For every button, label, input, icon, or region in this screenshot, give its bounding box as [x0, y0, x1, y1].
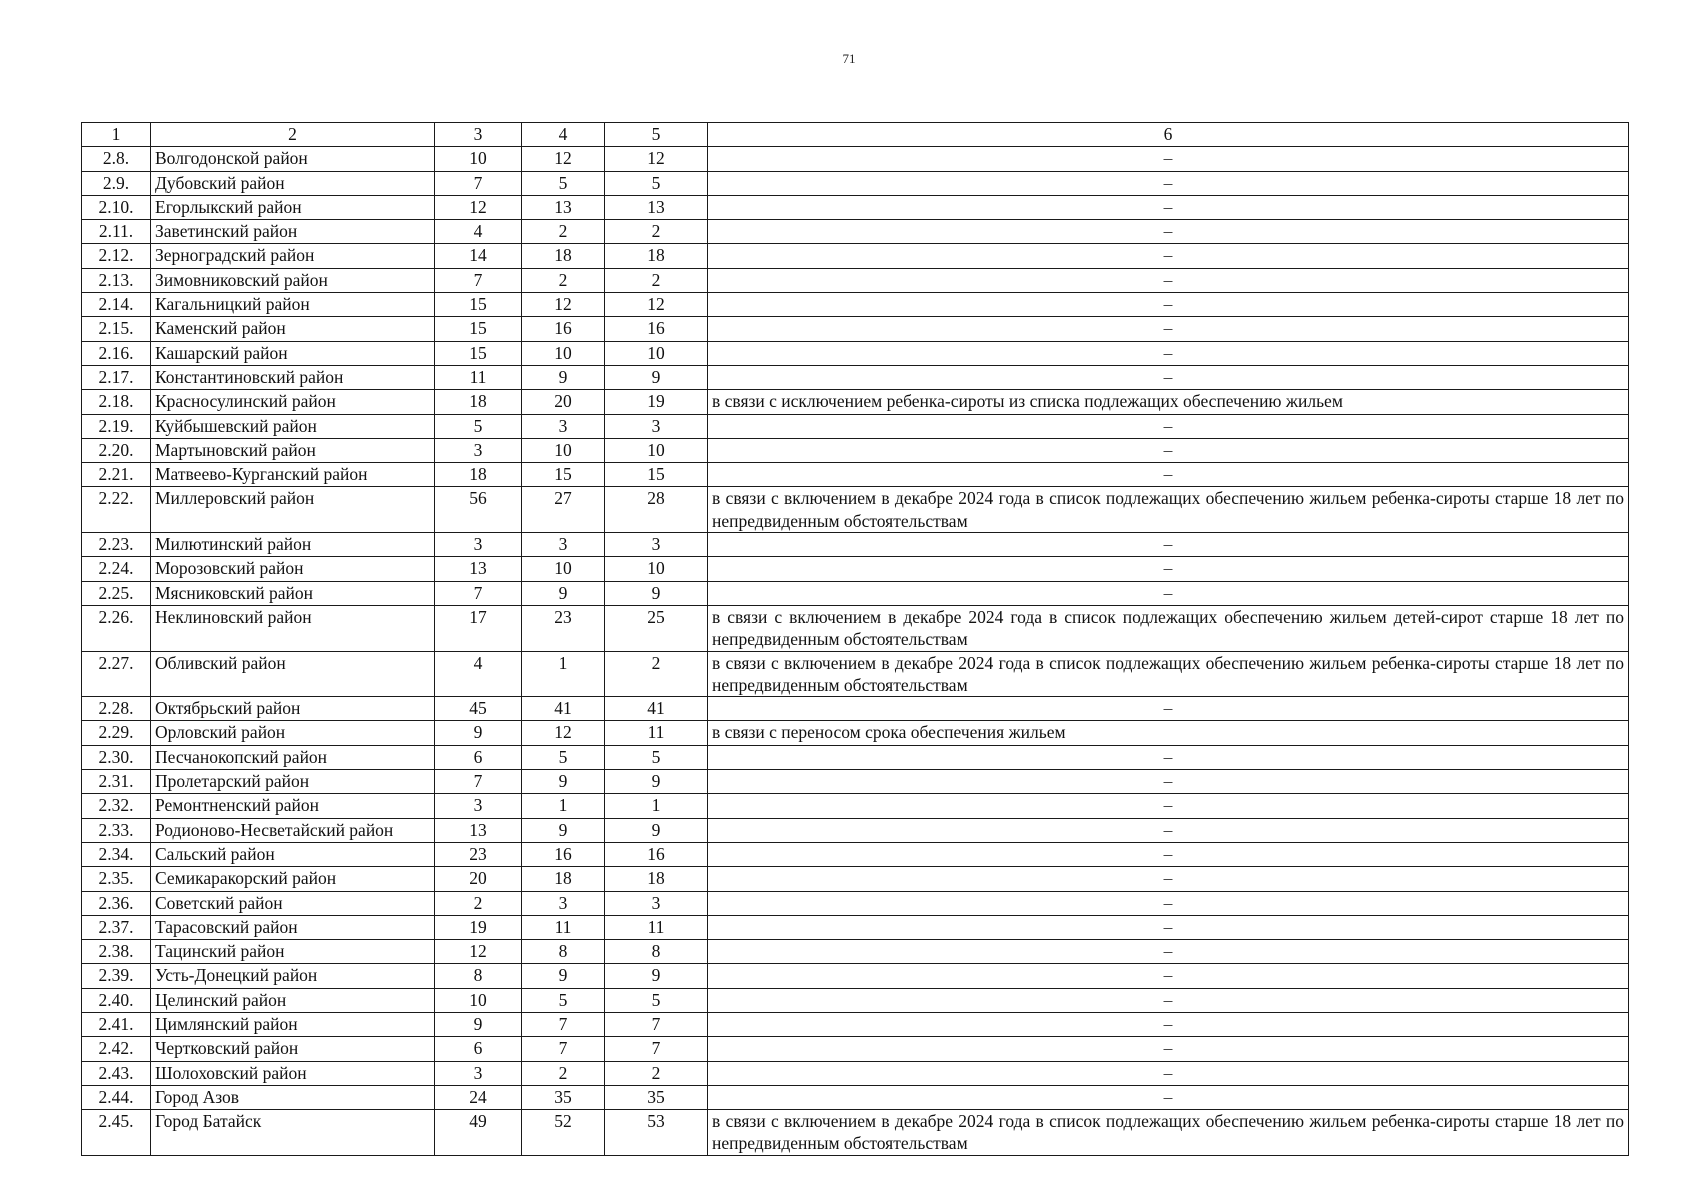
column-4-value-cell: 12 [522, 721, 605, 745]
column-5-value-cell: 9 [605, 818, 708, 842]
note-cell: в связи с включением в декабре 2024 года в список подлежащих обеспечению жильем ребенка-сироты старше 18 лет по непредвиденным обстоятельствам [708, 651, 1629, 697]
column-5-value-cell: 11 [605, 915, 708, 939]
district-name-cell: Город Азов [151, 1085, 435, 1109]
column-3-value-cell: 18 [435, 390, 522, 414]
column-4-value-cell: 10 [522, 557, 605, 581]
note-cell: – [708, 581, 1629, 605]
district-name-cell: Город Батайск [151, 1110, 435, 1156]
column-4-value-cell: 9 [522, 581, 605, 605]
column-5-value-cell: 35 [605, 1085, 708, 1109]
column-5-value-cell: 5 [605, 745, 708, 769]
column-5-value-cell: 7 [605, 1012, 708, 1036]
table-body [82, 123, 1629, 1156]
district-name-cell: Миллеровский район [151, 487, 435, 533]
district-name-cell: Заветинский район [151, 220, 435, 244]
note-cell: – [708, 244, 1629, 268]
column-4-value-cell: 16 [522, 842, 605, 866]
row-number-cell: 2.40. [82, 988, 151, 1012]
column-5-value-cell: 18 [605, 244, 708, 268]
row-number-cell: 2.43. [82, 1061, 151, 1085]
district-name-cell: Семикаракорский район [151, 867, 435, 891]
column-5-value-cell: 2 [605, 1061, 708, 1085]
district-name-cell: Константиновский район [151, 365, 435, 389]
district-name-cell: Чертковский район [151, 1037, 435, 1061]
district-name-cell: Родионово-Несветайский район [151, 818, 435, 842]
table-row [82, 365, 1629, 389]
note-cell: – [708, 438, 1629, 462]
column-3-value-cell: 13 [435, 557, 522, 581]
column-5-value-cell: 12 [605, 293, 708, 317]
row-number-cell: 2.23. [82, 533, 151, 557]
table-row [82, 651, 1629, 697]
note-cell: – [708, 463, 1629, 487]
row-number-cell: 2.41. [82, 1012, 151, 1036]
table-row [82, 533, 1629, 557]
column-4-value-cell: 12 [522, 293, 605, 317]
column-4-value-cell: 15 [522, 463, 605, 487]
district-name-cell: Матвеево-Курганский район [151, 463, 435, 487]
row-number-cell: 2.13. [82, 268, 151, 292]
row-number-cell: 2.18. [82, 390, 151, 414]
column-4-value-cell: 3 [522, 533, 605, 557]
note-cell: – [708, 414, 1629, 438]
column-5-value-cell: 1 [605, 794, 708, 818]
column-5-value-cell: 2 [605, 220, 708, 244]
note-cell: – [708, 268, 1629, 292]
table-row [82, 487, 1629, 533]
note-cell: в связи с включением в декабре 2024 года в список подлежащих обеспечению жильем ребенка-сироты старше 18 лет по непредвиденным обстоятельствам [708, 1110, 1629, 1156]
column-4-value-cell: 9 [522, 770, 605, 794]
table-row [82, 697, 1629, 721]
district-name-cell: Кашарский район [151, 341, 435, 365]
column-3-value-cell: 10 [435, 988, 522, 1012]
page-number: 71 [842, 51, 856, 66]
column-3-value-cell: 20 [435, 867, 522, 891]
table-row [82, 268, 1629, 292]
column-5-value-cell: 53 [605, 1110, 708, 1156]
row-number-cell: 2.37. [82, 915, 151, 939]
column-3-value-cell: 4 [435, 220, 522, 244]
column-5-value-cell: 28 [605, 487, 708, 533]
column-5-value-cell: 9 [605, 581, 708, 605]
district-name-cell: Песчанокопский район [151, 745, 435, 769]
district-name-cell: Красносулинский район [151, 390, 435, 414]
table-row [82, 341, 1629, 365]
district-name-cell: Сальский район [151, 842, 435, 866]
note-cell: – [708, 1061, 1629, 1085]
row-number-cell: 2.11. [82, 220, 151, 244]
row-number-cell: 2.10. [82, 195, 151, 219]
district-name-cell: Усть-Донецкий район [151, 964, 435, 988]
column-4-value-cell: 23 [522, 605, 605, 651]
column-4-value-cell: 27 [522, 487, 605, 533]
district-name-cell: Тацинский район [151, 940, 435, 964]
row-number-cell: 2.21. [82, 463, 151, 487]
row-number-cell: 2.24. [82, 557, 151, 581]
district-name-cell: Егорлыкский район [151, 195, 435, 219]
table-row [82, 195, 1629, 219]
column-5-value-cell: 10 [605, 438, 708, 462]
district-name-cell: Тарасовский район [151, 915, 435, 939]
table-row [82, 891, 1629, 915]
district-name-cell: Орловский район [151, 721, 435, 745]
header-cell: 1 [82, 123, 151, 147]
row-number-cell: 2.45. [82, 1110, 151, 1156]
district-name-cell: Ремонтненский район [151, 794, 435, 818]
table-row [82, 1085, 1629, 1109]
row-number-cell: 2.31. [82, 770, 151, 794]
note-cell: – [708, 1012, 1629, 1036]
column-3-value-cell: 3 [435, 1061, 522, 1085]
row-number-cell: 2.38. [82, 940, 151, 964]
column-3-value-cell: 11 [435, 365, 522, 389]
district-name-cell: Куйбышевский район [151, 414, 435, 438]
column-5-value-cell: 13 [605, 195, 708, 219]
column-5-value-cell: 7 [605, 1037, 708, 1061]
table-row [82, 745, 1629, 769]
table-row [82, 581, 1629, 605]
row-number-cell: 2.17. [82, 365, 151, 389]
column-3-value-cell: 5 [435, 414, 522, 438]
column-4-value-cell: 9 [522, 365, 605, 389]
row-number-cell: 2.30. [82, 745, 151, 769]
column-3-value-cell: 15 [435, 317, 522, 341]
table-header-row [82, 123, 1629, 147]
column-4-value-cell: 2 [522, 1061, 605, 1085]
note-cell: – [708, 770, 1629, 794]
column-5-value-cell: 10 [605, 557, 708, 581]
column-5-value-cell: 3 [605, 414, 708, 438]
note-cell: – [708, 697, 1629, 721]
district-name-cell: Целинский район [151, 988, 435, 1012]
column-4-value-cell: 18 [522, 867, 605, 891]
table-row [82, 317, 1629, 341]
column-4-value-cell: 7 [522, 1012, 605, 1036]
row-number-cell: 2.28. [82, 697, 151, 721]
column-3-value-cell: 19 [435, 915, 522, 939]
row-number-cell: 2.8. [82, 147, 151, 171]
note-cell: в связи с включением в декабре 2024 года в список подлежащих обеспечению жильем детей-сирот старше 18 лет по непредвиденным обстоятельствам [708, 605, 1629, 651]
row-number-cell: 2.35. [82, 867, 151, 891]
district-name-cell: Цимлянский район [151, 1012, 435, 1036]
column-4-value-cell: 1 [522, 651, 605, 697]
column-5-value-cell: 3 [605, 533, 708, 557]
table-row [82, 605, 1629, 651]
note-cell: в связи с включением в декабре 2024 года в список подлежащих обеспечению жильем ребенка-сироты старше 18 лет по непредвиденным обстоятельствам [708, 487, 1629, 533]
column-4-value-cell: 35 [522, 1085, 605, 1109]
column-3-value-cell: 2 [435, 891, 522, 915]
column-4-value-cell: 2 [522, 220, 605, 244]
note-cell: – [708, 557, 1629, 581]
note-cell: – [708, 988, 1629, 1012]
district-name-cell: Обливский район [151, 651, 435, 697]
header-cell: 4 [522, 123, 605, 147]
header-cell: 5 [605, 123, 708, 147]
column-4-value-cell: 5 [522, 171, 605, 195]
header-cell: 3 [435, 123, 522, 147]
column-3-value-cell: 24 [435, 1085, 522, 1109]
note-cell: – [708, 745, 1629, 769]
column-5-value-cell: 18 [605, 867, 708, 891]
column-5-value-cell: 5 [605, 988, 708, 1012]
note-cell: – [708, 317, 1629, 341]
table-row [82, 171, 1629, 195]
column-4-value-cell: 7 [522, 1037, 605, 1061]
district-name-cell: Мартыновский район [151, 438, 435, 462]
table-row [82, 818, 1629, 842]
row-number-cell: 2.42. [82, 1037, 151, 1061]
column-5-value-cell: 9 [605, 770, 708, 794]
note-cell: – [708, 195, 1629, 219]
note-cell: – [708, 1037, 1629, 1061]
note-cell: – [708, 842, 1629, 866]
column-5-value-cell: 8 [605, 940, 708, 964]
district-name-cell: Неклиновский район [151, 605, 435, 651]
column-3-value-cell: 14 [435, 244, 522, 268]
table-row [82, 794, 1629, 818]
column-4-value-cell: 1 [522, 794, 605, 818]
row-number-cell: 2.16. [82, 341, 151, 365]
column-3-value-cell: 7 [435, 770, 522, 794]
column-3-value-cell: 9 [435, 721, 522, 745]
note-cell: – [708, 818, 1629, 842]
note-cell: – [708, 220, 1629, 244]
table-row [82, 414, 1629, 438]
column-5-value-cell: 16 [605, 317, 708, 341]
note-cell: – [708, 1085, 1629, 1109]
column-3-value-cell: 7 [435, 171, 522, 195]
column-5-value-cell: 2 [605, 268, 708, 292]
column-3-value-cell: 13 [435, 818, 522, 842]
row-number-cell: 2.29. [82, 721, 151, 745]
column-3-value-cell: 56 [435, 487, 522, 533]
column-4-value-cell: 3 [522, 414, 605, 438]
column-3-value-cell: 15 [435, 293, 522, 317]
district-name-cell: Зерноградский район [151, 244, 435, 268]
row-number-cell: 2.19. [82, 414, 151, 438]
table-row [82, 1110, 1629, 1156]
column-3-value-cell: 15 [435, 341, 522, 365]
column-3-value-cell: 18 [435, 463, 522, 487]
table-row [82, 721, 1629, 745]
column-3-value-cell: 17 [435, 605, 522, 651]
column-5-value-cell: 25 [605, 605, 708, 651]
table-row [82, 220, 1629, 244]
column-4-value-cell: 3 [522, 891, 605, 915]
column-5-value-cell: 19 [605, 390, 708, 414]
district-name-cell: Мясниковский район [151, 581, 435, 605]
column-4-value-cell: 9 [522, 818, 605, 842]
column-3-value-cell: 45 [435, 697, 522, 721]
note-cell: – [708, 171, 1629, 195]
column-4-value-cell: 11 [522, 915, 605, 939]
row-number-cell: 2.14. [82, 293, 151, 317]
note-cell: – [708, 147, 1629, 171]
note-cell: – [708, 794, 1629, 818]
row-number-cell: 2.12. [82, 244, 151, 268]
table-row [82, 842, 1629, 866]
column-4-value-cell: 20 [522, 390, 605, 414]
column-3-value-cell: 8 [435, 964, 522, 988]
table-row [82, 1061, 1629, 1085]
note-cell: – [708, 891, 1629, 915]
district-name-cell: Советский район [151, 891, 435, 915]
column-3-value-cell: 49 [435, 1110, 522, 1156]
district-name-cell: Зимовниковский район [151, 268, 435, 292]
district-name-cell: Пролетарский район [151, 770, 435, 794]
column-5-value-cell: 41 [605, 697, 708, 721]
note-cell: в связи с переносом срока обеспечения жильем [708, 721, 1629, 745]
table-row [82, 1037, 1629, 1061]
row-number-cell: 2.20. [82, 438, 151, 462]
column-4-value-cell: 5 [522, 988, 605, 1012]
table-row [82, 770, 1629, 794]
column-3-value-cell: 3 [435, 533, 522, 557]
column-3-value-cell: 3 [435, 794, 522, 818]
column-3-value-cell: 6 [435, 1037, 522, 1061]
note-cell: в связи с исключением ребенка-сироты из списка подлежащих обеспечению жильем [708, 390, 1629, 414]
row-number-cell: 2.26. [82, 605, 151, 651]
row-number-cell: 2.22. [82, 487, 151, 533]
table-row [82, 988, 1629, 1012]
column-3-value-cell: 4 [435, 651, 522, 697]
district-name-cell: Морозовский район [151, 557, 435, 581]
row-number-cell: 2.9. [82, 171, 151, 195]
table-row [82, 244, 1629, 268]
row-number-cell: 2.34. [82, 842, 151, 866]
column-4-value-cell: 52 [522, 1110, 605, 1156]
table-row [82, 293, 1629, 317]
column-3-value-cell: 12 [435, 940, 522, 964]
table-row [82, 964, 1629, 988]
note-cell: – [708, 365, 1629, 389]
table-row [82, 867, 1629, 891]
column-4-value-cell: 41 [522, 697, 605, 721]
column-4-value-cell: 12 [522, 147, 605, 171]
district-name-cell: Милютинский район [151, 533, 435, 557]
data-table [81, 122, 1629, 1156]
district-name-cell: Шолоховский район [151, 1061, 435, 1085]
column-5-value-cell: 3 [605, 891, 708, 915]
column-4-value-cell: 5 [522, 745, 605, 769]
row-number-cell: 2.32. [82, 794, 151, 818]
column-4-value-cell: 10 [522, 341, 605, 365]
column-4-value-cell: 18 [522, 244, 605, 268]
column-5-value-cell: 5 [605, 171, 708, 195]
column-3-value-cell: 9 [435, 1012, 522, 1036]
column-3-value-cell: 3 [435, 438, 522, 462]
note-cell: – [708, 341, 1629, 365]
header-cell: 2 [151, 123, 435, 147]
row-number-cell: 2.44. [82, 1085, 151, 1109]
column-5-value-cell: 12 [605, 147, 708, 171]
table-row [82, 557, 1629, 581]
column-3-value-cell: 10 [435, 147, 522, 171]
column-5-value-cell: 16 [605, 842, 708, 866]
table-row [82, 463, 1629, 487]
column-3-value-cell: 6 [435, 745, 522, 769]
row-number-cell: 2.39. [82, 964, 151, 988]
table-row [82, 1012, 1629, 1036]
table-row [82, 915, 1629, 939]
column-3-value-cell: 7 [435, 268, 522, 292]
column-5-value-cell: 9 [605, 964, 708, 988]
column-5-value-cell: 15 [605, 463, 708, 487]
note-cell: – [708, 293, 1629, 317]
district-name-cell: Кагальницкий район [151, 293, 435, 317]
row-number-cell: 2.36. [82, 891, 151, 915]
row-number-cell: 2.27. [82, 651, 151, 697]
column-5-value-cell: 9 [605, 365, 708, 389]
district-name-cell: Дубовский район [151, 171, 435, 195]
table-row [82, 940, 1629, 964]
column-5-value-cell: 10 [605, 341, 708, 365]
row-number-cell: 2.25. [82, 581, 151, 605]
note-cell: – [708, 533, 1629, 557]
column-3-value-cell: 23 [435, 842, 522, 866]
note-cell: – [708, 964, 1629, 988]
district-name-cell: Каменский район [151, 317, 435, 341]
table-row [82, 390, 1629, 414]
row-number-cell: 2.15. [82, 317, 151, 341]
table-row [82, 438, 1629, 462]
note-cell: – [708, 915, 1629, 939]
column-4-value-cell: 10 [522, 438, 605, 462]
column-3-value-cell: 7 [435, 581, 522, 605]
column-4-value-cell: 2 [522, 268, 605, 292]
column-4-value-cell: 9 [522, 964, 605, 988]
column-3-value-cell: 12 [435, 195, 522, 219]
district-name-cell: Волгодонской район [151, 147, 435, 171]
row-number-cell: 2.33. [82, 818, 151, 842]
column-4-value-cell: 13 [522, 195, 605, 219]
column-4-value-cell: 8 [522, 940, 605, 964]
header-cell: 6 [708, 123, 1629, 147]
column-4-value-cell: 16 [522, 317, 605, 341]
note-cell: – [708, 867, 1629, 891]
district-name-cell: Октябрьский район [151, 697, 435, 721]
note-cell: – [708, 940, 1629, 964]
table-row [82, 147, 1629, 171]
column-5-value-cell: 2 [605, 651, 708, 697]
column-5-value-cell: 11 [605, 721, 708, 745]
